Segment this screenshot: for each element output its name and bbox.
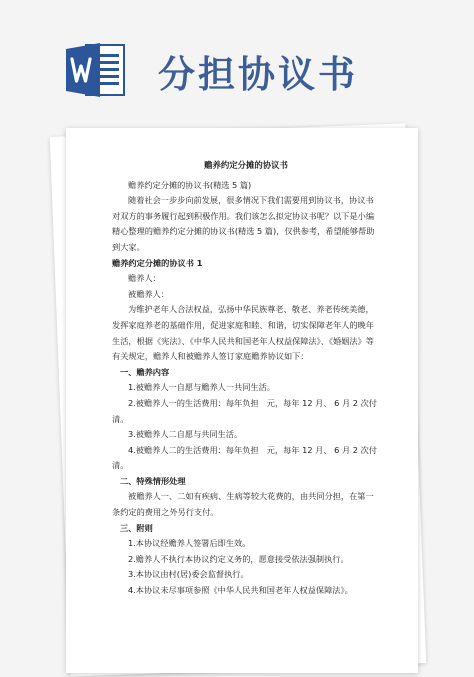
part2-heading: 二、特殊情形处理 bbox=[120, 475, 186, 486]
document-page bbox=[66, 128, 418, 673]
part3-item: 4.本协议未尽事项参照《中华人民共和国老年人权益保障法》。 bbox=[128, 585, 353, 596]
part1-item: 1.被赡养人一自愿与赡养人一共同生活。 bbox=[128, 382, 275, 393]
banner-title: 分担协议书 bbox=[158, 53, 358, 96]
preamble-paragraph: 为维护老年人合法权益，弘扬中华民族尊老、敬老、养老传统美德，发挥家庭养老的基础作用，促进家庭和睦、和谐，切实保障老年人的晚年生活，根据《宪法》、《中华人民共和国老年人权益保障法》、《婚姻法》等有关规定，赡养人和被赡养人签订家庭赡养协议如下： bbox=[112, 304, 375, 362]
document-body bbox=[112, 158, 380, 599]
part1-heading: 一、赡养内容 bbox=[120, 366, 170, 377]
word-icon bbox=[62, 37, 128, 103]
part3-item: 1.本协议经赡养人签署后即生效。 bbox=[128, 538, 251, 549]
part3-heading: 三、附则 bbox=[120, 522, 153, 533]
document-title: 赡养约定分摊的协议书 bbox=[204, 160, 288, 170]
document-subtitle: 赡养约定分摊的协议书(精选 5 篇) bbox=[128, 179, 252, 190]
party-a-line: 赡养人： bbox=[128, 273, 161, 284]
part3-item: 2.赡养人不执行本协议约定义务的，愿意接受依法强制执行。 bbox=[128, 553, 349, 564]
part1-item: 2.被赡养人一的生活费用：每年负担 元，每年 12 月、 6 月 2 次付清。 bbox=[112, 397, 377, 424]
part3-item: 3.本协议由村(居)委会监督执行。 bbox=[128, 569, 249, 580]
header-banner bbox=[0, 0, 474, 125]
party-b-line: 被赡养人： bbox=[128, 288, 169, 299]
part2-paragraph: 被赡养人一、二如有疾病、生病等较大花费的，由共同分担，在第一条约定的费用之外另行支付。 bbox=[112, 491, 374, 518]
part1-item: 4.被赡养人二的生活费用：每年负担 元，每年 12 月、 6 月 2 次付清。 bbox=[112, 444, 377, 471]
section-heading: 赡养约定分摊的协议书 1 bbox=[112, 257, 203, 268]
intro-paragraph: 随着社会一步步向前发展，很多情况下我们需要用到协议书，协议书对双方的事务履行起到积极作用。我们该怎么拟定协议书呢？以下是小编精心整理的赡养约定分摊的协议书(精选 5 篇)，仅供参考，希望能够帮助到大家。 bbox=[112, 195, 375, 252]
part1-item: 3.被赡养人二自愿与共同生活。 bbox=[128, 429, 243, 440]
